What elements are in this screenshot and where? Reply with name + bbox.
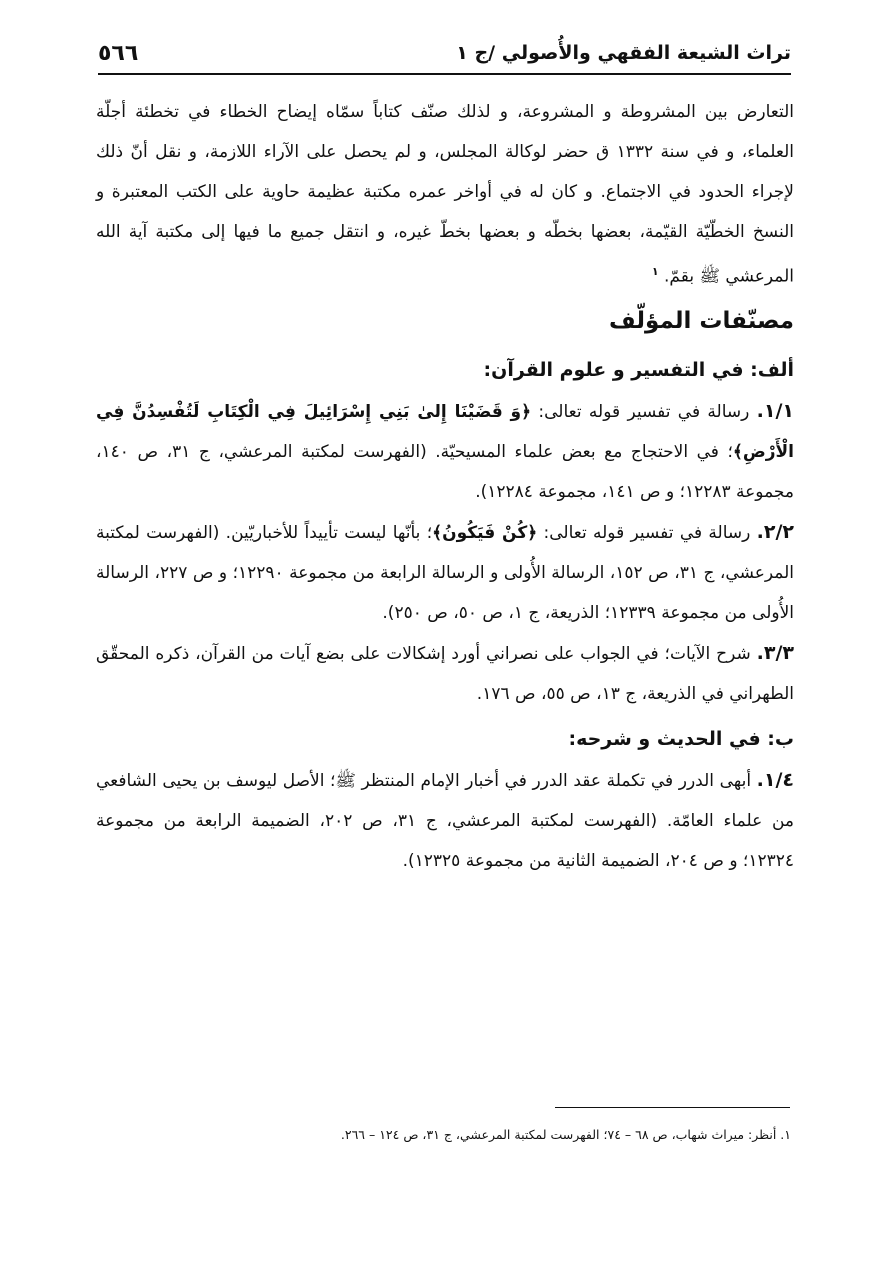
entry-text: رسالة في تفسير قوله تعالى:	[537, 522, 751, 543]
footnote: ١. أنظر: ميراث شهاب، ص ٦٨ – ٧٤؛ الفهرست لمكتبة المرعشي، ج ٣١، ص ١٢٤ – ٢٦٦.	[340, 1127, 791, 1142]
quran-verse: ﴿كُنْ فَيَكُونُ﴾	[432, 522, 538, 543]
entry-text: شرح الآيات؛ في الجواب على نصراني أورد إشكالات على بضع آيات من القرآن، ذكره المحقّق الطهراني في الذريعة، ج ١٣، ص ٥٥، ص ١٧٦.	[96, 643, 794, 704]
main-text	[96, 92, 794, 881]
entry-2-2	[96, 512, 794, 633]
header-rule	[98, 73, 791, 75]
running-title: تراث الشيعة الفقهي والأُصولي /ج ١	[456, 42, 791, 64]
page-header	[98, 36, 791, 70]
intro-text: التعارض بين المشروطة و المشروعة، و لذلك صنّف كتاباً سمّاه إيضاح الخطاء في تخطئة أجلّة العلماء، و في سنة ١٣٣٢ ق حضر لوكالة المجلس، و لم يحصل على الآراء اللازمة، و نقل أنّ ذلك لإجراء الحدود في الاجتماع. و كان له في أواخر عمره مكتبة عظيمة حاوية على الكتب المعتبرة و النسخ الخطّيّة القيّمة، بعضها بخطّه و بعضها بخطّ غيره، و انتقل جميع ما فيها إلى مكتبة آية الله المرعشي ﷺ بقمّ.	[96, 102, 794, 287]
subsection-heading-b: ب: في الحديث و شرحه:	[568, 727, 794, 750]
entry-text-rest: ؛ بأنّها ليست تأييداً للأخباريّين. (الفهرست لمكتبة المرعشي، ج ٣١، ص ١٥٢، الرسالة الأُولى و الرسالة الرابعة من مجموعة ١٢٢٩٠؛ و ص ٢٢٧، الرسالة الأُولى من مجموعة ١٢٣٣٩؛ الذريعة، ج ١، ص ٥٠، ص ٢٥٠).	[96, 522, 794, 623]
quran-verse: ﴿وَ قَضَيْنَا إِلىٰ بَنِي إِسْرَائِيلَ فِي الْكِتَابِ لَتُفْسِدُنَّ فِي الْأَرْضِ﴾	[96, 401, 794, 462]
footnote-ref: ١	[651, 265, 659, 278]
entry-1-4	[96, 760, 794, 881]
subsection-heading-a: ألف: في التفسير و علوم القرآن:	[483, 358, 794, 381]
entry-number: ١/٤.	[756, 768, 794, 791]
entry-text: رسالة في تفسير قوله تعالى:	[531, 401, 750, 422]
entry-1-1	[96, 391, 794, 512]
footnote-rule	[555, 1107, 790, 1108]
page-number: ٥٦٦	[98, 40, 139, 66]
entry-text-rest: ؛ في الاحتجاج مع بعض علماء المسيحيّة. (الفهرست لمكتبة المرعشي، ج ٣١، ص ١٤٠، مجموعة ١٢٢٨٣؛ و ص ١٤١، مجموعة ١٢٢٨٤).	[96, 441, 794, 502]
entry-text: أبهى الدرر في تكملة عقد الدرر في أخبار الإمام المنتظر ﷺ؛ الأصل ليوسف بن يحيى الشافعي من علماء العامّة. (الفهرست لمكتبة المرعشي، ج ٣١، ص ٢٠٢، الضميمة الرابعة من مجموعة ١٢٣٢٤؛ و ص ٢٠٤، الضميمة الثانية من مجموعة ١٢٣٢٥).	[96, 770, 794, 871]
entry-3-3	[96, 633, 794, 714]
intro-paragraph	[96, 92, 794, 297]
entry-number: ٢/٢.	[756, 520, 795, 543]
entry-number: ١/١.	[756, 399, 795, 422]
entry-number: ٣/٣.	[756, 641, 794, 664]
section-heading: مصنّفات المؤلّف	[609, 307, 794, 334]
